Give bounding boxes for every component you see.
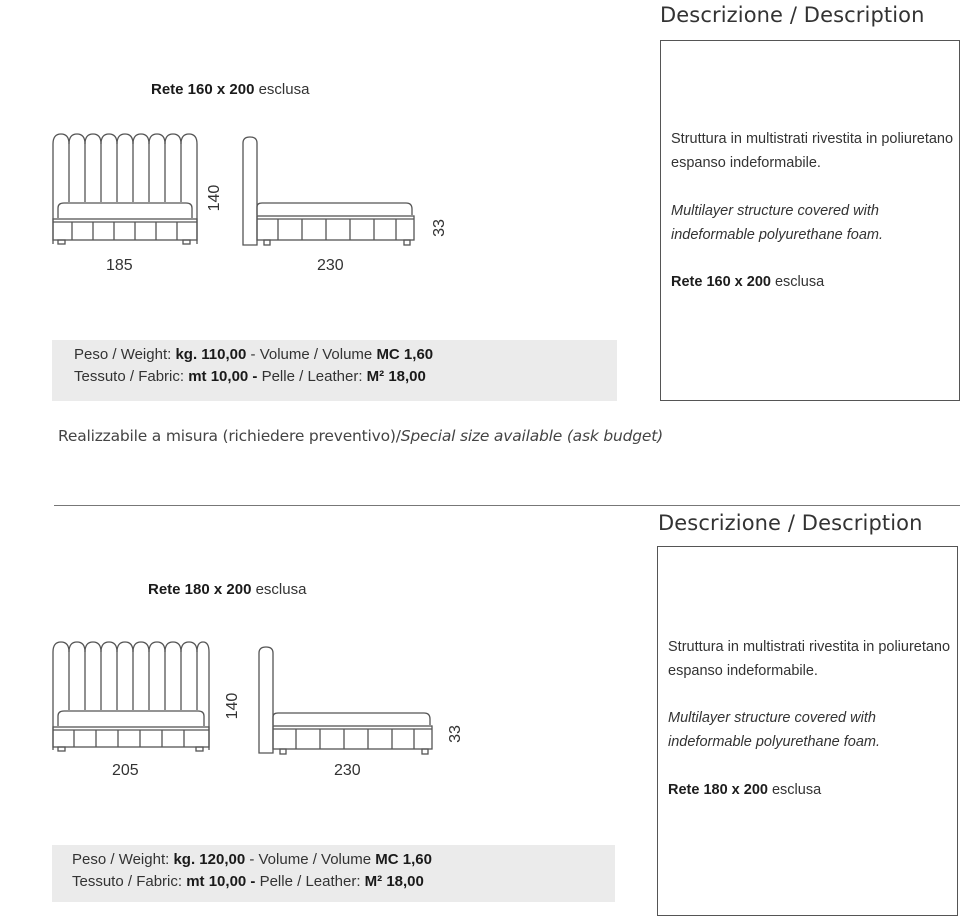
custom-size-note: Realizzabile a misura (richiedere preventivo)/Special size available (ask budget) (58, 427, 663, 445)
bed-height-dimension: 33 (431, 219, 448, 237)
description-italian: Struttura in multistrati rivestita in poliuretano espanso indeformabile. (668, 639, 951, 679)
front-view-drawing (50, 132, 200, 250)
description-title: Descrizione / Description (658, 511, 923, 535)
width-dimension: 185 (106, 257, 133, 274)
description-title: Descrizione / Description (660, 3, 925, 27)
fabric-leather-line: Tessuto / Fabric: mt 10,00 - Pelle / Leather: M² 18,00 (74, 368, 426, 385)
side-view-drawing (256, 645, 436, 757)
weight-volume-line: Peso / Weight: kg. 110,00 - Volume / Volume MC 1,60 (74, 346, 434, 363)
net-label: Rete 180 x 200 esclusa (148, 581, 307, 598)
front-view-drawing (50, 640, 212, 755)
width-dimension: 205 (112, 762, 139, 779)
height-dimension: 140 (224, 692, 241, 720)
net-label: Rete 160 x 200 esclusa (151, 81, 310, 98)
description-english: Multilayer structure covered with indeformable polyurethane foam. (671, 203, 883, 243)
description-box (657, 546, 958, 916)
product-section-2 (0, 505, 970, 902)
description-net-note: Rete 160 x 200 esclusa (671, 274, 825, 290)
description-box (660, 40, 960, 401)
specs-box (52, 340, 617, 401)
specs-box (52, 845, 615, 902)
weight-volume-line: Peso / Weight: kg. 120,00 - Volume / Volume MC 1,60 (72, 851, 432, 868)
length-dimension: 230 (334, 762, 361, 779)
length-dimension: 230 (317, 257, 344, 274)
fabric-leather-line: Tessuto / Fabric: mt 10,00 - Pelle / Leather: M² 18,00 (72, 873, 424, 890)
bed-height-dimension: 33 (447, 725, 464, 743)
description-italian: Struttura in multistrati rivestita in poliuretano espanso indeformabile. (671, 131, 954, 171)
side-view-drawing (240, 135, 418, 249)
description-net-note: Rete 180 x 200 esclusa (668, 782, 822, 798)
description-english: Multilayer structure covered with indeformable polyurethane foam. (668, 710, 880, 750)
height-dimension: 140 (206, 184, 223, 212)
